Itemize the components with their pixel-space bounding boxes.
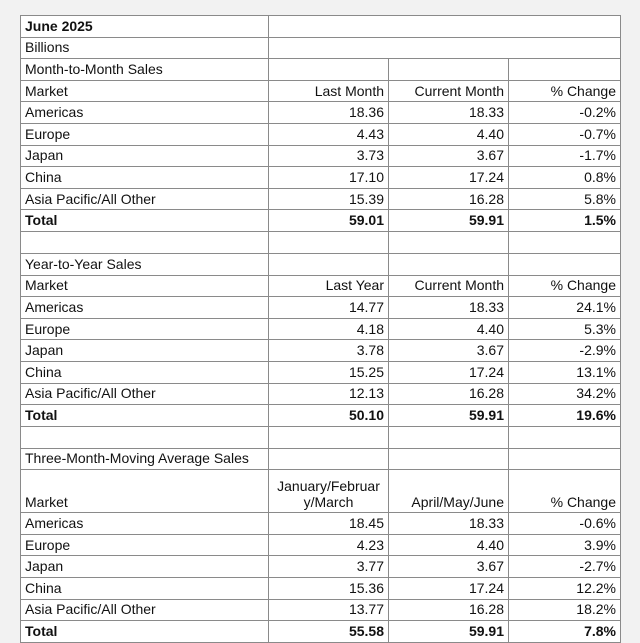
value-cell: 3.67 <box>389 145 509 167</box>
header-pct-change: % Change <box>509 275 621 297</box>
value-cell: 4.40 <box>389 534 509 556</box>
total-label: Total <box>21 405 269 427</box>
value-cell: 16.28 <box>389 383 509 405</box>
sales-table <box>20 15 621 643</box>
blank-cell <box>389 231 509 253</box>
total-row <box>21 210 621 232</box>
header-last-year: Last Year <box>269 275 389 297</box>
pct-cell: -0.6% <box>509 513 621 535</box>
table-row <box>21 318 621 340</box>
value-cell: 15.36 <box>269 578 389 600</box>
blank-cell <box>389 426 509 448</box>
table-row <box>21 361 621 383</box>
total-value: 55.58 <box>269 621 389 643</box>
table-row <box>21 534 621 556</box>
market-cell: Europe <box>21 318 269 340</box>
table-row <box>21 145 621 167</box>
table-row <box>21 578 621 600</box>
header-last-month: Last Month <box>269 80 389 102</box>
market-cell: Japan <box>21 340 269 362</box>
section-heading-row <box>21 253 621 275</box>
blank-cell <box>509 426 621 448</box>
pct-cell: 0.8% <box>509 167 621 189</box>
table-row <box>21 556 621 578</box>
value-cell: 3.77 <box>269 556 389 578</box>
report-title: June 2025 <box>21 16 269 38</box>
header-pct-change: % Change <box>509 80 621 102</box>
header-row <box>21 275 621 297</box>
value-cell: 4.43 <box>269 123 389 145</box>
market-cell: Japan <box>21 145 269 167</box>
header-pct-change: % Change <box>509 470 621 513</box>
market-cell: China <box>21 167 269 189</box>
value-cell: 3.67 <box>389 340 509 362</box>
total-value: 59.01 <box>269 210 389 232</box>
blank-cell <box>509 448 621 470</box>
section-heading-row <box>21 59 621 81</box>
market-cell: Americas <box>21 297 269 319</box>
pct-cell: 13.1% <box>509 361 621 383</box>
header-row <box>21 80 621 102</box>
pct-cell: -0.2% <box>509 102 621 124</box>
table-row <box>21 167 621 189</box>
market-cell: Europe <box>21 123 269 145</box>
title-row <box>21 16 621 38</box>
market-cell: Europe <box>21 534 269 556</box>
market-cell: China <box>21 361 269 383</box>
market-cell: Asia Pacific/All Other <box>21 188 269 210</box>
total-pct: 1.5% <box>509 210 621 232</box>
total-value: 59.91 <box>389 405 509 427</box>
table-row <box>21 599 621 621</box>
blank-cell <box>269 59 389 81</box>
total-value: 59.91 <box>389 621 509 643</box>
pct-cell: -0.7% <box>509 123 621 145</box>
total-row <box>21 621 621 643</box>
value-cell: 3.78 <box>269 340 389 362</box>
pct-cell: 5.3% <box>509 318 621 340</box>
unit-row <box>21 37 621 59</box>
table-row <box>21 340 621 362</box>
pct-cell: 18.2% <box>509 599 621 621</box>
pct-cell: 12.2% <box>509 578 621 600</box>
header-market: Market <box>21 470 269 513</box>
header-jan-feb-mar-text: January/February/March <box>277 478 380 511</box>
value-cell: 17.10 <box>269 167 389 189</box>
pct-cell: -2.7% <box>509 556 621 578</box>
blank-cell <box>21 426 269 448</box>
blank-cell <box>269 253 389 275</box>
header-jan-feb-mar <box>269 470 389 513</box>
table-row <box>21 297 621 319</box>
table-row <box>21 513 621 535</box>
table-row <box>21 383 621 405</box>
blank-cell <box>509 231 621 253</box>
table-row <box>21 102 621 124</box>
value-cell: 18.45 <box>269 513 389 535</box>
pct-cell: 34.2% <box>509 383 621 405</box>
header-market: Market <box>21 275 269 297</box>
value-cell: 18.33 <box>389 513 509 535</box>
blank-cell <box>509 253 621 275</box>
section-heading: Month-to-Month Sales <box>21 59 269 81</box>
header-row <box>21 470 621 513</box>
value-cell: 17.24 <box>389 361 509 383</box>
unit-label: Billions <box>21 37 269 59</box>
blank-cell <box>269 426 389 448</box>
value-cell: 12.13 <box>269 383 389 405</box>
value-cell: 4.40 <box>389 318 509 340</box>
value-cell: 18.33 <box>389 297 509 319</box>
market-cell: Americas <box>21 513 269 535</box>
section-heading: Three-Month-Moving Average Sales <box>21 448 269 470</box>
header-market: Market <box>21 80 269 102</box>
market-cell: Americas <box>21 102 269 124</box>
table-row <box>21 123 621 145</box>
header-current-month: Current Month <box>389 275 509 297</box>
blank-cell <box>389 448 509 470</box>
value-cell: 4.40 <box>389 123 509 145</box>
value-cell: 18.36 <box>269 102 389 124</box>
total-pct: 7.8% <box>509 621 621 643</box>
pct-cell: -1.7% <box>509 145 621 167</box>
value-cell: 13.77 <box>269 599 389 621</box>
market-cell: Asia Pacific/All Other <box>21 383 269 405</box>
blank-cell <box>269 448 389 470</box>
blank-cell <box>269 231 389 253</box>
section-heading: Year-to-Year Sales <box>21 253 269 275</box>
total-value: 59.91 <box>389 210 509 232</box>
value-cell: 3.73 <box>269 145 389 167</box>
total-row <box>21 405 621 427</box>
pct-cell: 24.1% <box>509 297 621 319</box>
blank-cell <box>389 253 509 275</box>
total-pct: 19.6% <box>509 405 621 427</box>
market-cell: Asia Pacific/All Other <box>21 599 269 621</box>
value-cell: 3.67 <box>389 556 509 578</box>
market-cell: Japan <box>21 556 269 578</box>
market-cell: China <box>21 578 269 600</box>
table-row <box>21 188 621 210</box>
spacer-row <box>21 231 621 253</box>
value-cell: 16.28 <box>389 188 509 210</box>
value-cell: 17.24 <box>389 167 509 189</box>
unit-row-blank <box>269 37 621 59</box>
value-cell: 15.25 <box>269 361 389 383</box>
total-value: 50.10 <box>269 405 389 427</box>
section-heading-row <box>21 448 621 470</box>
blank-cell <box>389 59 509 81</box>
pct-cell: 5.8% <box>509 188 621 210</box>
total-label: Total <box>21 621 269 643</box>
pct-cell: -2.9% <box>509 340 621 362</box>
blank-cell <box>21 231 269 253</box>
header-apr-may-jun: April/May/June <box>389 470 509 513</box>
value-cell: 18.33 <box>389 102 509 124</box>
value-cell: 15.39 <box>269 188 389 210</box>
pct-cell: 3.9% <box>509 534 621 556</box>
header-current-month: Current Month <box>389 80 509 102</box>
spacer-row <box>21 426 621 448</box>
total-label: Total <box>21 210 269 232</box>
value-cell: 4.18 <box>269 318 389 340</box>
value-cell: 14.77 <box>269 297 389 319</box>
blank-cell <box>509 59 621 81</box>
title-row-blank <box>269 16 621 38</box>
value-cell: 17.24 <box>389 578 509 600</box>
value-cell: 4.23 <box>269 534 389 556</box>
value-cell: 16.28 <box>389 599 509 621</box>
